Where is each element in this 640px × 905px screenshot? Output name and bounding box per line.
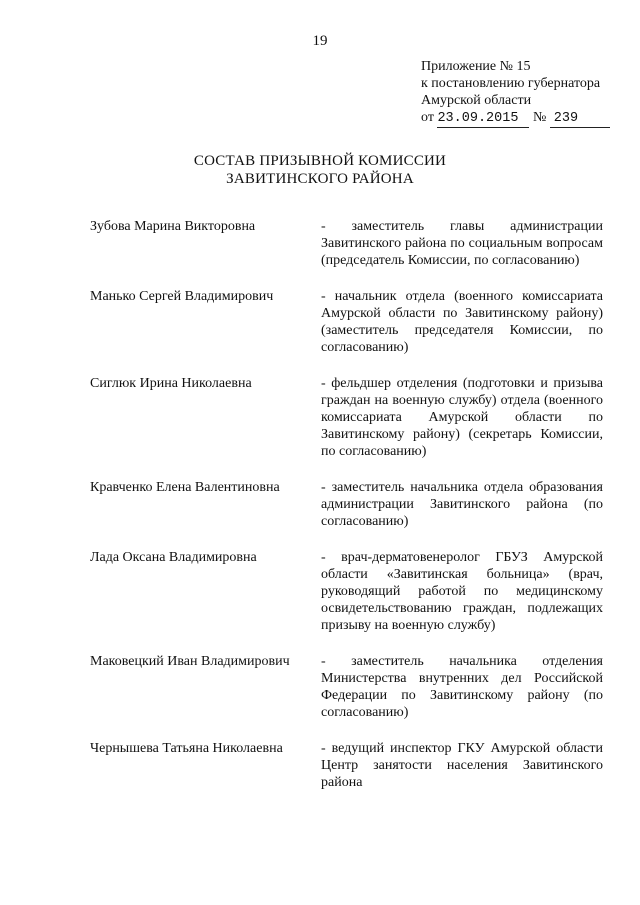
appendix-line-1: Приложение № 15 bbox=[421, 59, 531, 74]
number-field bbox=[550, 109, 610, 128]
page-number: 19 bbox=[312, 33, 328, 49]
member-name: Маковецкий Иван Владимирович bbox=[90, 654, 290, 669]
document-title bbox=[0, 152, 640, 188]
member-entry bbox=[0, 549, 640, 634]
appendix-date-line bbox=[421, 109, 621, 128]
member-role: - заместитель начальника отделения Министерства внутренних дел Российской Федерации по Завитинскому району (по согласованию) bbox=[321, 654, 603, 720]
number-prefix: № bbox=[532, 110, 547, 125]
appendix-line-2: к постановлению губернатора bbox=[421, 76, 601, 91]
member-name: Манько Сергей Владимирович bbox=[90, 289, 274, 304]
appendix-line-3: Амурской области bbox=[421, 93, 532, 108]
member-entry bbox=[0, 218, 640, 269]
number-value: 239 bbox=[553, 111, 579, 126]
appendix-header bbox=[421, 58, 621, 128]
date-value: 23.09.2015 bbox=[437, 111, 519, 126]
member-entry bbox=[0, 653, 640, 721]
member-role: - заместитель начальника отдела образования администрации Завитинского района (по согласованию) bbox=[321, 480, 603, 529]
member-entry bbox=[0, 740, 640, 791]
title-line-2: ЗАВИТИНСКОГО РАЙОНА bbox=[226, 171, 414, 187]
member-name: Зубова Марина Викторовна bbox=[90, 219, 256, 234]
member-entry bbox=[0, 375, 640, 460]
member-name: Лада Оксана Владимировна bbox=[90, 550, 257, 565]
member-name: Кравченко Елена Валентиновна bbox=[90, 480, 280, 495]
member-role: - фельдшер отделения (подготовки и призыва граждан на военную службу) отдела (военного комиссариата Амурской области по Завитинскому району) (секретарь Комиссии, по согласованию) bbox=[321, 376, 603, 459]
members-list bbox=[0, 218, 640, 791]
member-role: - начальник отдела (военного комиссариата Амурской области по Завитинскому району) (заместитель председателя Комиссии, по согласованию) bbox=[321, 289, 603, 355]
date-field bbox=[437, 109, 529, 128]
member-role: - заместитель главы администрации Завитинского района по социальным вопросам (председатель Комиссии, по согласованию) bbox=[321, 219, 603, 268]
title-line-1: СОСТАВ ПРИЗЫВНОЙ КОМИССИИ bbox=[193, 153, 447, 169]
member-entry bbox=[0, 288, 640, 356]
member-role: - врач-дерматовенеролог ГБУЗ Амурской области «Завитинская больница» (врач, руководящий работой по медицинскому освидетельствованию граждан, подлежащих призыву на военную службу) bbox=[321, 550, 603, 633]
date-prefix: от bbox=[421, 110, 434, 125]
member-entry bbox=[0, 479, 640, 530]
member-name: Сиглюк Ирина Николаевна bbox=[90, 376, 252, 391]
member-role: - ведущий инспектор ГКУ Амурской области Центр занятости населения Завитинского района bbox=[321, 741, 603, 790]
member-name: Чернышева Татьяна Николаевна bbox=[90, 741, 283, 756]
